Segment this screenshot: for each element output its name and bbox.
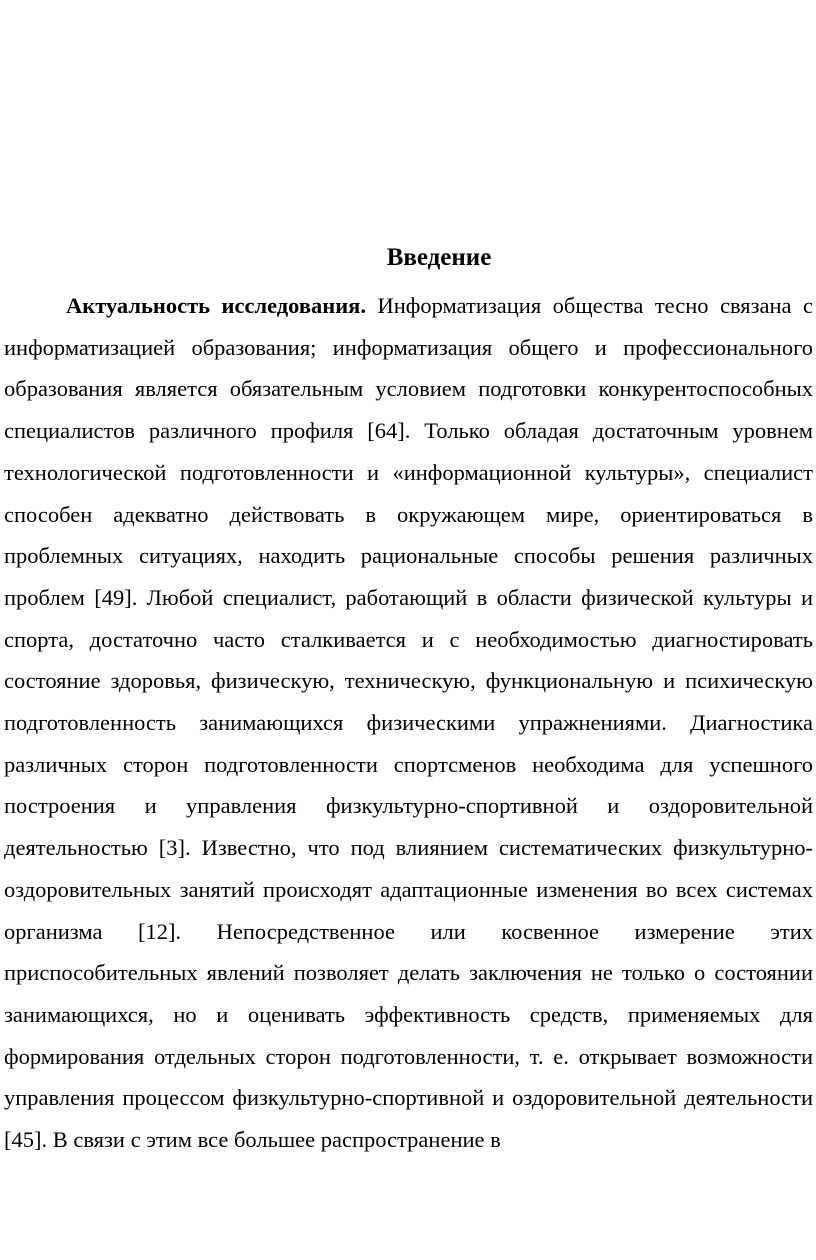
paragraph-lead: Актуальность исследования. <box>66 293 366 318</box>
section-heading: Введение <box>386 244 492 271</box>
body-paragraph <box>4 285 813 1161</box>
paragraph-text: Информатизация общества тесно связана с информатизацией образования; информатизация общего и профессионального образования является обязательным условием подготовки конкурентоспособных специалистов различного профиля [64]. Только обладая достаточным уровнем технологической подготовленности и «информационной культуры», специалист способен адекватно действовать в окружающем мире, ориентироваться в проблемных ситуациях, находить рациональные способы решения различных проблем [49]. Любой специалист, работающий в области физической культуры и спорта, достаточно часто сталкивается и с необходимостью диагностировать состояние здоровья, физическую, техническую, функциональную и психическую подготовленность занимающихся физическими упражнениями. Диагностика различных сторон подготовленности спортсменов необходима для успешного построения и управления физкультурно-спортивной и оздоровительной деятельностью [3]. Известно, что под влиянием систематических физкультурно-оздоровительных занятий происходят адаптационные изменения во всех системах организма [12]. Непосредственное или косвенное измерение этих приспособительных явлений позволяет делать заключения не только о состоянии занимающихся, но и оценивать эффективность средств, применяемых для формирования отдельных сторон подготовленности, т. е. открывает возможности управления процессом физкультурно-спортивной и оздоровительной деятельности [45]. В связи с этим все большее распространение в <box>4 293 814 1153</box>
